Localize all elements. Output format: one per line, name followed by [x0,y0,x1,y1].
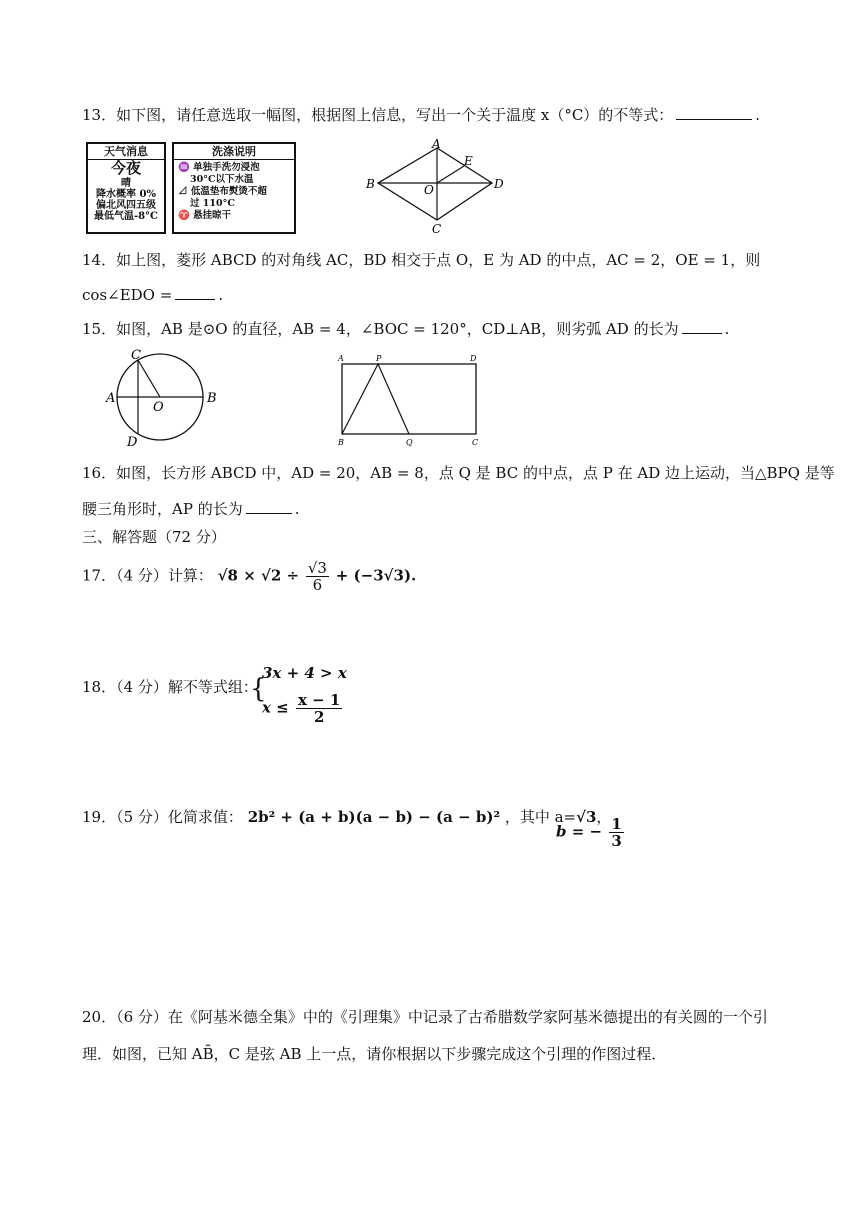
q19-prefix: 19．（5 分）化简求值： [82,808,243,826]
rhombus-figure [360,138,520,238]
q18-prefix: 18．（4 分）解不等式组： [82,678,258,696]
label-o: O [153,400,164,415]
q17-expr-b: + (−3√3). [335,566,417,585]
q19-line: 19．（5 分）化简求值： 2b² + (a + b)(a − b) − (a − b)² ，其中 a=√3， [82,808,612,826]
label-c: C [432,222,442,236]
q17-line [82,560,416,593]
wash-line: ♈ 悬挂晾干 [178,210,232,221]
label-a: A [432,138,441,151]
q20-line2: 理．如图，已知 AB̑，C 是弦 AB 上一点，请你根据以下步骤完成这个引理的作图过程． [82,1045,667,1063]
label-d: D [127,435,138,450]
label-a: A [106,391,116,406]
label-p: P [376,354,382,363]
q18-fraction: $\frac{x - 1}{2}$ [297,691,341,726]
hang-dry-icon: ♈ [178,210,190,221]
q16-line2: 腰三角形时，AP 的长为 . [82,497,299,520]
label-b: B [207,391,217,406]
weather-tonight: 今夜 [110,159,141,177]
label-c: C [472,438,479,447]
q15-answer-blank[interactable] [682,317,722,334]
q17-prefix: 17．（4 分）计算： [82,566,213,585]
q20-line1: 20．（6 分）在《阿基米德全集》中的《引理集》中记录了古希腊数学家阿基米德提出的有关圆的一个引 [82,1008,768,1026]
q16-line1: 16．如图，长方形 ABCD 中，AD = 20，AB = 8，点 Q 是 BC 的中点，点 P 在 AD 边上运动，当△BPQ 是等 [82,464,835,482]
segment-oe [437,166,464,183]
weather-line: 最低气温-8°C [93,211,159,222]
label-d: D [470,354,477,363]
q13-answer-blank[interactable] [676,103,752,120]
circle-figure [100,345,230,450]
q14-line2: cos∠EDO = . [82,283,223,306]
label-e: E [464,154,473,168]
rectangle-abcd [342,364,476,434]
triangle-bpq [342,364,409,434]
section-heading: 三、解答题（72 分） [82,528,226,546]
q14-answer-blank[interactable] [175,283,215,300]
q16-text: 腰三角形时，AP 的长为 [82,500,243,518]
label-o: O [424,183,434,197]
radius-oc [138,360,160,397]
wash-line: 过 110°C [190,198,235,209]
q15-line: 15．如图，AB 是⊙O 的直径，AB = 4，∠BOC = 120°，CD⊥AB，则劣弧 AD 的长为 . [82,317,729,340]
weather-info-box [86,142,166,234]
label-d: D [494,177,504,191]
q19-b-fraction: $\frac{1}{3}$ [611,815,622,850]
weather-box-title: 天气消息 [88,144,164,160]
q13-line [82,103,760,126]
q14-line1: 14．如上图，菱形 ABCD 的对角线 AC，BD 相交于点 O，E 为 AD 的中点，AC = 2，OE = 1，则 [82,251,761,269]
wash-box-title: 洗涤说明 [174,144,294,160]
hand-wash-icon: ♒ [178,162,190,173]
q17-fraction: $\frac{√3}{6}$ [307,559,327,594]
q19-b-value: b = − $\frac{1}{3}$ [556,815,622,850]
weather-line: 晴 [121,178,131,189]
washing-instructions-box [172,142,296,234]
label-b: B [338,438,344,447]
rhombus-outline [378,148,492,220]
label-a: A [338,354,344,363]
label-c: C [131,348,141,363]
left-brace: { [250,674,267,704]
iron-icon: ⊿ [178,186,188,197]
q18-inequality-2: x ≤ $\frac{x - 1}{2}$ [262,691,341,726]
label-q: Q [406,438,413,447]
rectangle-figure [334,352,484,448]
wash-line: ⊿ 低温垫布熨烫不超 [178,186,267,197]
q19-expression: 2b² + (a + b)(a − b) − (a − b)² [247,808,501,826]
weather-line: 偏北风四五级 [96,200,156,211]
q16-answer-blank[interactable] [246,497,292,514]
weather-line: 降水概率 0% [96,189,156,200]
label-b: B [366,177,375,191]
q13-text: 13．如下图，请任意选取一幅图，根据图上信息，写出一个关于温度 x（°C）的不等式： [82,106,674,124]
q14-expression: cos∠EDO = [82,286,173,304]
wash-line: ♒ 单独手洗勿浸泡 [178,162,260,173]
q15-text: 15．如图，AB 是⊙O 的直径，AB = 4，∠BOC = 120°，CD⊥AB，则劣弧 AD 的长为 [82,320,679,338]
wash-line: 30°C以下水温 [190,174,254,185]
q18-inequality-1: 3x + 4 > x [262,664,347,682]
q17-expr-a: √8 × √2 ÷ [217,566,300,585]
q13-end: . [755,106,761,124]
q19-a-value: √3 [576,808,597,826]
